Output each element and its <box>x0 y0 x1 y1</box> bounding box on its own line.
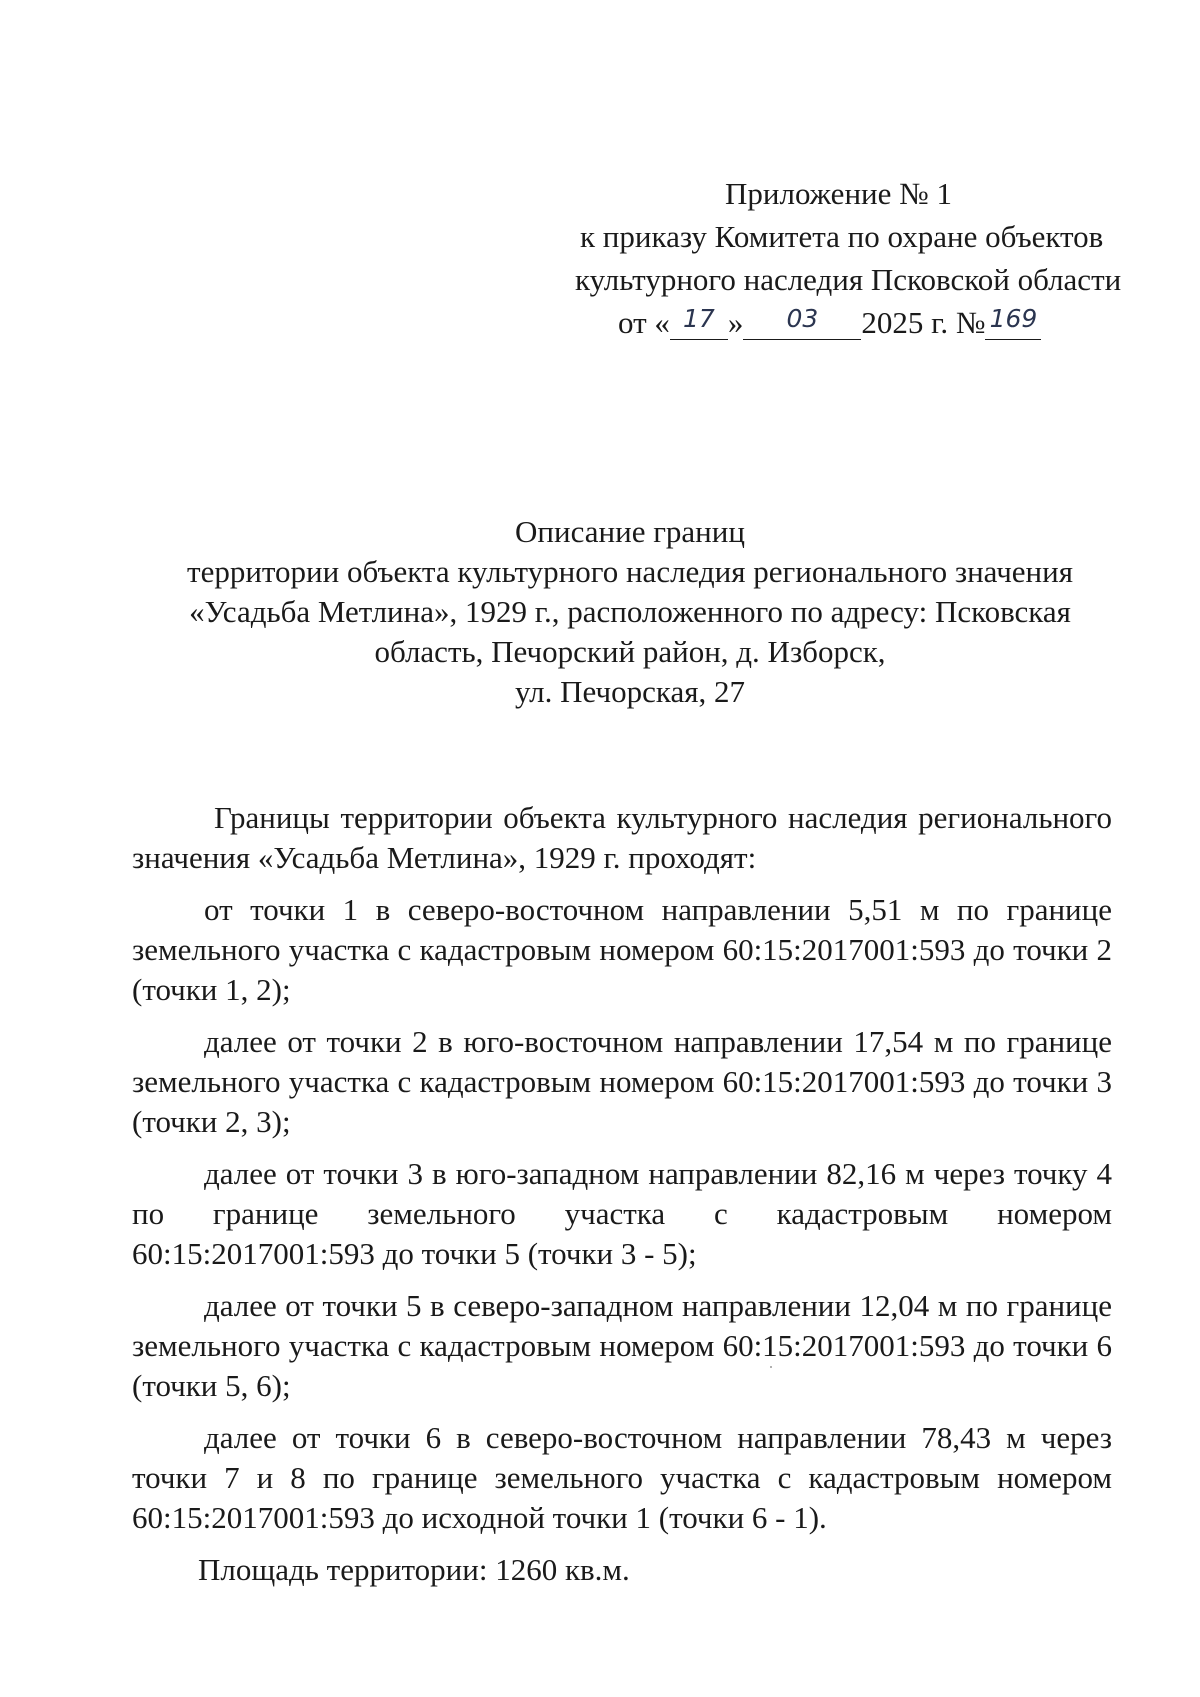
date-mid: » <box>727 305 744 340</box>
scan-speck <box>770 1366 772 1368</box>
document-title <box>100 512 1160 712</box>
boundary-segment-4: далее от точки 5 в северо-западном направлении 12,04 м по границе земельного участка с кадастровым номером 60:15:2017001:593 до точки 6 (точки 5, 6); <box>132 1288 1112 1403</box>
intro-paragraph: Границы территории объекта культурного наследия регионального значения «Усадьба Метлина», 1929 г. проходят: <box>132 800 1112 875</box>
order-reference: к приказу Комитета по охране объектов <box>580 219 1104 254</box>
title-line-1: Описание границ <box>515 514 745 549</box>
boundary-segment-1: от точки 1 в северо-восточном направлении 5,51 м по границе земельного участка с кадастровым номером 60:15:2017001:593 до точки 2 (точки 1, 2); <box>132 892 1112 1007</box>
boundary-segment-5: далее от точки 6 в северо-восточном направлении 78,43 м через точки 7 и 8 по границе земельного участка с кадастровым номером 60:15:2017001:593 до исходной точки 1 (точки 6 - 1). <box>132 1420 1112 1535</box>
number-blank <box>985 304 1041 340</box>
title-line-4: область, Печорский район, д. Изборск, <box>374 634 886 669</box>
title-line-5: ул. Печорская, 27 <box>515 674 745 709</box>
boundary-segment-2: далее от точки 2 в юго-восточном направлении 17,54 м по границе земельного участка с кадастровым номером 60:15:2017001:593 до точки 3 (точки 2, 3); <box>132 1024 1112 1139</box>
day-blank <box>670 304 728 340</box>
title-line-2: территории объекта культурного наследия регионального значения <box>187 554 1073 589</box>
territory-area: Площадь территории: 1260 кв.м. <box>198 1552 630 1587</box>
handwritten-month: 03 <box>786 304 819 333</box>
committee-name: культурного наследия Псковской области <box>575 262 1122 297</box>
title-line-3: «Усадьба Метлина», 1929 г., расположенного по адресу: Псковская <box>189 594 1071 629</box>
month-blank <box>743 304 861 340</box>
order-date-line <box>520 301 1120 344</box>
appendix-header <box>520 172 1120 344</box>
handwritten-order-number: 169 <box>989 304 1038 333</box>
appendix-label: Приложение № 1 <box>725 176 952 211</box>
handwritten-day: 17 <box>682 304 715 333</box>
date-prefix: от « <box>618 305 670 340</box>
boundary-segment-3: далее от точки 3 в юго-западном направлении 82,16 м через точку 4 по границе земельного участка с кадастровым номером 60:15:2017001:593 до точки 5 (точки 3 - 5); <box>132 1156 1112 1271</box>
year-and-number-label: 2025 г. № <box>861 305 986 340</box>
document-body <box>132 798 1112 1602</box>
